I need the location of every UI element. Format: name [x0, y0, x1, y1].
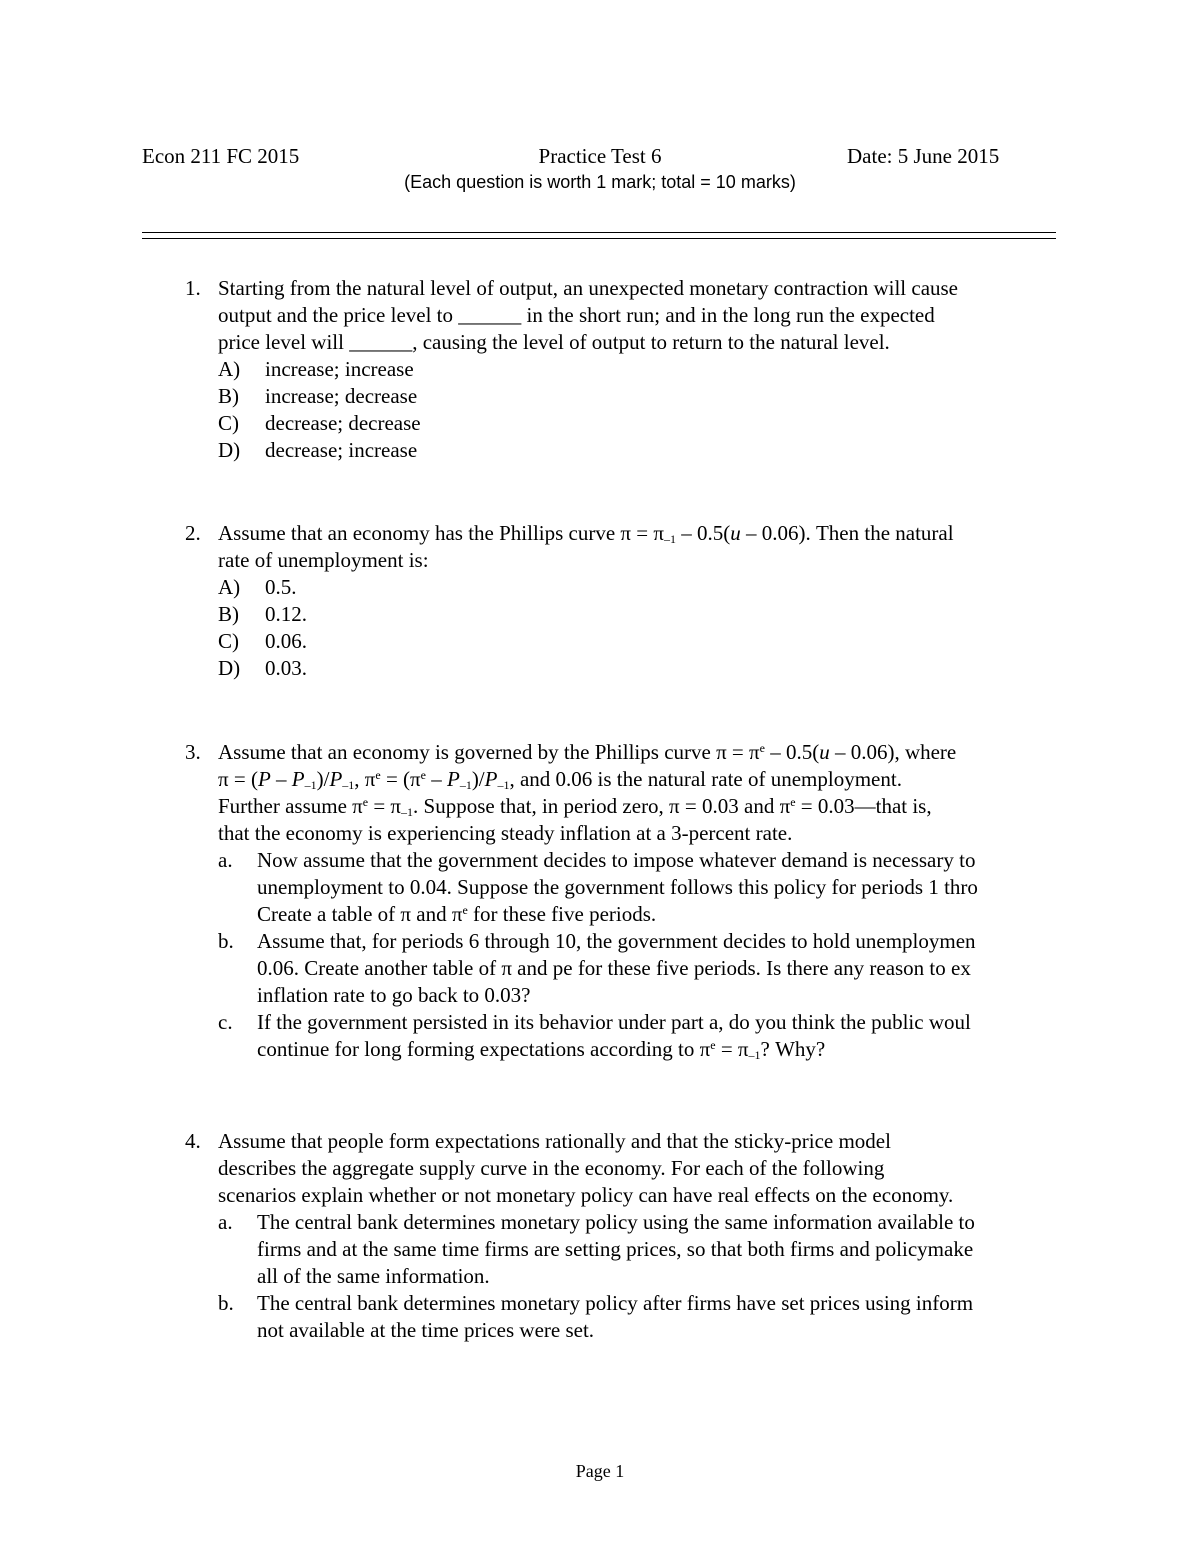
- subquestion-b: b. Assume that, for periods 6 through 10, the government decides to hold unemploymen 0.06. Create another table of π and pe for these five periods. Is there any reason to ex inflation rate to go back to 0.03?: [218, 929, 976, 1007]
- question-text: Assume that an economy has the Phillips curve $\pi = \pi_{-1} - 0.5(u - 0.06)$. Then the natural: [218, 521, 954, 546]
- header-divider: [142, 232, 1056, 233]
- header-divider: [142, 238, 1056, 239]
- question-text: Starting from the natural level of output, an unexpected monetary contraction will cause: [218, 276, 959, 300]
- subquestion-label: b.: [218, 929, 234, 953]
- question-text: Further assume $\pi^e = \pi_{-1}$. Suppose that, in period zero, π = 0.03 and $\pi^e$ = 0.03—that is,: [218, 794, 932, 819]
- question-text: $\pi = (P - P_{-1})/P_{-1}$, $\pi^e = (\pi^e - P_{-1})/P_{-1}$, and 0.06 is the natural rate of unemployment.: [218, 767, 902, 792]
- question-text: scenarios explain whether or not monetary policy can have real effects on the economy.: [218, 1183, 954, 1207]
- option-c: C) decrease; decrease: [218, 411, 421, 435]
- course-code: Econ 211 FC 2015: [142, 144, 300, 168]
- page-number: Page 1: [575, 1461, 625, 1481]
- option-d: D) 0.03.: [218, 656, 307, 680]
- option-c: C) 0.06.: [218, 629, 307, 653]
- question-text: rate of unemployment is:: [218, 548, 429, 572]
- question-text: describes the aggregate supply curve in the economy. For each of the following: [218, 1156, 885, 1180]
- subquestion-b: b. The central bank determines monetary policy after firms have set prices using inform not available at the time prices were set.: [218, 1291, 974, 1342]
- subquestion-label: a.: [218, 1210, 233, 1234]
- test-date: Date: 5 June 2015: [847, 144, 1000, 168]
- subquestion-a: a. Now assume that the government decides to impose whatever demand is necessary to unemployment to 0.04. Suppose the government follows this policy for periods 1 thro Create a table of π and $\pi^e$ for these five periods.: [218, 848, 978, 926]
- option-d: D) decrease; increase: [218, 438, 418, 462]
- option-b: B) increase; decrease: [218, 384, 418, 408]
- question-text: output and the price level to ______ in the short run; and in the long run the expected: [218, 303, 935, 327]
- subquestion-label: a.: [218, 848, 233, 872]
- question-4: [185, 1128, 1060, 1344]
- subquestion-label: b.: [218, 1291, 234, 1315]
- question-text: Assume that people form expectations rationally and that the sticky-price model: [218, 1129, 891, 1153]
- marks-note: (Each question is worth 1 mark; total = 10 marks): [404, 172, 796, 192]
- question-text: price level will ______, causing the level of output to return to the natural level.: [218, 330, 890, 354]
- question-3: [185, 739, 1060, 1063]
- question-number: 2.: [185, 521, 201, 545]
- subquestion-label: c.: [218, 1010, 233, 1034]
- question-number: 4.: [185, 1129, 201, 1153]
- question-1: [185, 275, 1060, 464]
- option-a: A) increase; increase: [218, 357, 414, 381]
- option-b: B) 0.12.: [218, 602, 307, 626]
- question-text: Assume that an economy is governed by the Phillips curve $\pi = \pi^e - 0.5(u - 0.06)$, where: [218, 740, 957, 764]
- subquestion-a: a. The central bank determines monetary policy using the same information available to firms and at the same time firms are setting prices, so that both firms and policymake all of the same information.: [218, 1210, 975, 1288]
- test-title: Practice Test 6: [538, 144, 662, 168]
- question-2: [185, 520, 1060, 682]
- question-number: 1.: [185, 276, 201, 300]
- subquestion-c: c. If the government persisted in its behavior under part a, do you think the public woul continue for long forming expectations according to $\pi^e = \pi_{-1}$? Why?: [218, 1010, 971, 1062]
- option-a: A) 0.5.: [218, 575, 297, 599]
- question-text: that the economy is experiencing steady inflation at a 3-percent rate.: [218, 821, 793, 845]
- question-number: 3.: [185, 740, 201, 764]
